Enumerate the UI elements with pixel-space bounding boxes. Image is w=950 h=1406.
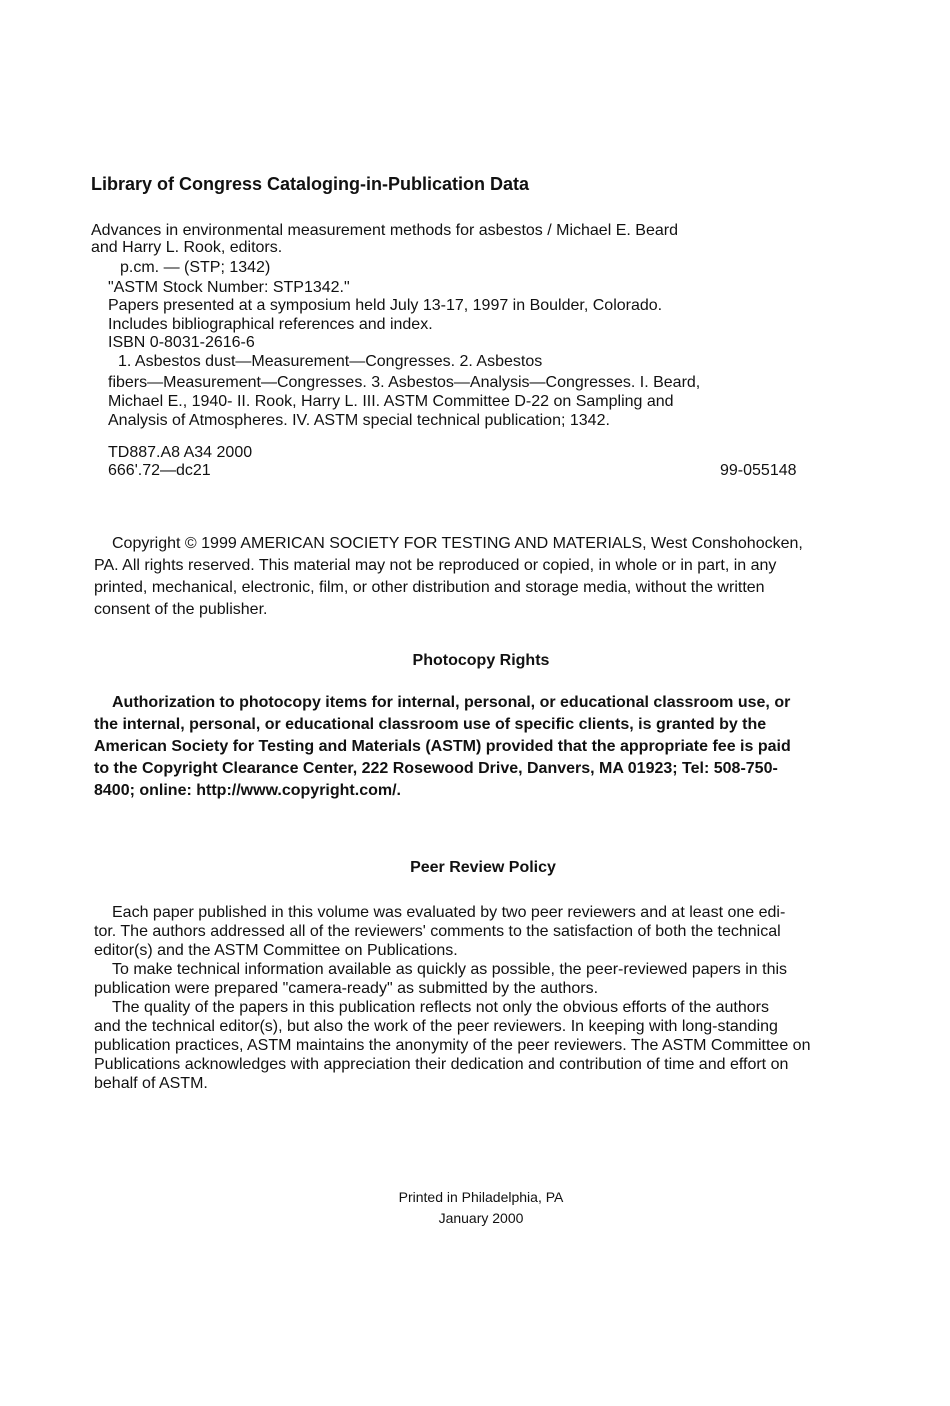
peer-review-line: and the technical editor(s), but also the work of the peer reviewers. In keeping with long-standing — [94, 1018, 778, 1035]
cip-line: p.cm. — (STP; 1342) — [120, 259, 271, 276]
cip-heading: Library of Congress Cataloging-in-Publication Data — [91, 174, 530, 194]
cip-line: Michael E., 1940- II. Rook, Harry L. III. ASTM Committee D-22 on Sampling and — [108, 393, 674, 410]
peer-review-line: publication practices, ASTM maintains the anonymity of the peer reviewers. The ASTM Committee on — [94, 1037, 811, 1054]
printed-location: Printed in Philadelphia, PA — [398, 1189, 564, 1205]
photocopy-line: Authorization to photocopy items for internal, personal, or educational classroom use, or — [112, 694, 791, 711]
photocopy-line: to the Copyright Clearance Center, 222 Rosewood Drive, Danvers, MA 01923; Tel: 508-750- — [94, 760, 778, 777]
call-number: TD887.A8 A34 2000 — [108, 444, 253, 461]
cip-line: ISBN 0-8031-2616-6 — [108, 334, 255, 351]
peer-review-line: Publications acknowledges with appreciation their dedication and contribution of time and effort on — [94, 1056, 789, 1073]
cip-line: Analysis of Atmospheres. IV. ASTM special technical publication; 1342. — [108, 412, 610, 429]
peer-review-line: To make technical information available as quickly as possible, the peer-reviewed papers in this — [112, 961, 788, 978]
peer-review-heading: Peer Review Policy — [410, 859, 556, 876]
peer-review-line: The quality of the papers in this publication reflects not only the obvious efforts of the authors — [112, 999, 769, 1016]
cip-line: 1. Asbestos dust—Measurement—Congresses. 2. Asbestos — [118, 353, 543, 370]
lccn-number: 99-055148 — [720, 462, 797, 479]
cip-line: Advances in environmental measurement methods for asbestos / Michael E. Beard — [91, 222, 678, 239]
cip-line: "ASTM Stock Number: STP1342." — [108, 279, 350, 296]
copyright-line: consent of the publisher. — [94, 601, 268, 618]
dewey-number: 666'.72—dc21 — [108, 462, 211, 479]
peer-review-line: editor(s) and the ASTM Committee on Publications. — [94, 942, 458, 959]
photocopy-line: American Society for Testing and Materials (ASTM) provided that the appropriate fee is paid — [94, 738, 791, 755]
peer-review-line: behalf of ASTM. — [94, 1075, 208, 1092]
peer-review-line: tor. The authors addressed all of the reviewers' comments to the satisfaction of both the technical — [94, 923, 781, 940]
copyright-line: PA. All rights reserved. This material may not be reproduced or copied, in whole or in part, in any — [94, 557, 777, 574]
peer-review-line: publication were prepared "camera-ready" as submitted by the authors. — [94, 980, 599, 997]
photocopy-line: 8400; online: http://www.copyright.com/. — [94, 782, 401, 799]
photocopy-heading: Photocopy Rights — [412, 652, 550, 669]
cip-line: Includes bibliographical references and index. — [108, 316, 433, 333]
cip-line: Papers presented at a symposium held July 13-17, 1997 in Boulder, Colorado. — [108, 297, 663, 314]
cip-line: fibers—Measurement—Congresses. 3. Asbestos—Analysis—Congresses. I. Beard, — [108, 374, 701, 391]
printed-date: January 2000 — [438, 1210, 524, 1226]
copyright-line: printed, mechanical, electronic, film, or other distribution and storage media, without the written — [94, 579, 765, 596]
cip-line: and Harry L. Rook, editors. — [91, 239, 283, 256]
peer-review-line: Each paper published in this volume was evaluated by two peer reviewers and at least one edi- — [112, 904, 786, 921]
copyright-line: Copyright © 1999 AMERICAN SOCIETY FOR TESTING AND MATERIALS, West Conshohocken, — [112, 535, 803, 552]
photocopy-line: the internal, personal, or educational classroom use of specific clients, is granted by the — [94, 716, 767, 733]
